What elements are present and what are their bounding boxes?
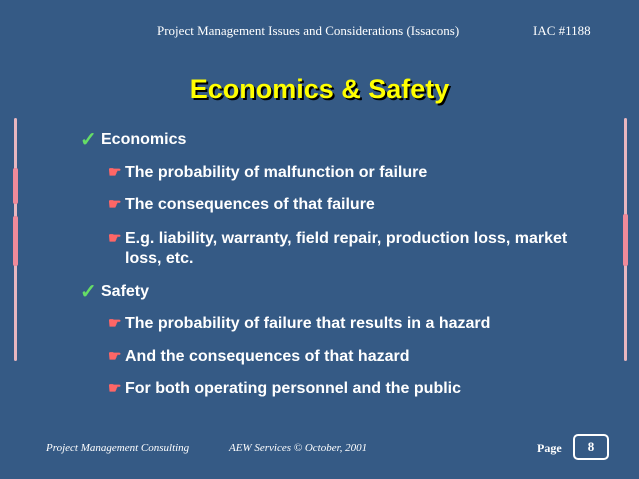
- list-item: ☛ The probability of malfunction or failure: [108, 164, 428, 181]
- check-icon: ✓: [80, 281, 97, 303]
- pointing-hand-icon: ☛: [108, 315, 122, 332]
- left-rail-mark: [13, 216, 18, 266]
- section-economics: [80, 130, 186, 150]
- pointing-hand-icon: ☛: [108, 230, 122, 247]
- left-rail-mark: [13, 168, 18, 204]
- list-item: ☛ The consequences of that failure: [108, 196, 375, 213]
- page-number-badge: 8: [573, 434, 609, 460]
- check-icon: ✓: [80, 129, 97, 151]
- page-label: Page: [537, 441, 562, 455]
- pointing-hand-icon: ☛: [108, 380, 122, 397]
- course-title: Project Management Issues and Considerations (Issacons): [157, 23, 460, 38]
- section-safety: [80, 282, 149, 302]
- right-rail-mark: [623, 214, 628, 266]
- footer-company: Project Management Consulting: [46, 442, 190, 454]
- pointing-hand-icon: ☛: [108, 348, 122, 365]
- course-code: IAC #1188: [533, 23, 591, 38]
- section-heading: Safety: [101, 283, 150, 300]
- pointing-hand-icon: ☛: [108, 196, 122, 213]
- slide-title: Economics & Safety: [189, 74, 450, 104]
- list-item: ☛ The probability of failure that results in a hazard: [108, 315, 491, 332]
- list-item: ☛ And the consequences of that hazard: [108, 348, 410, 365]
- pointing-hand-icon: ☛: [108, 164, 122, 181]
- section-heading: Economics: [101, 131, 187, 148]
- list-item: ☛ For both operating personnel and the public: [108, 380, 461, 397]
- list-item: ☛ E.g. liability, warranty, field repair, production loss, market loss, etc.: [108, 230, 568, 267]
- footer-copyright: AEW Services © October, 2001: [229, 442, 368, 454]
